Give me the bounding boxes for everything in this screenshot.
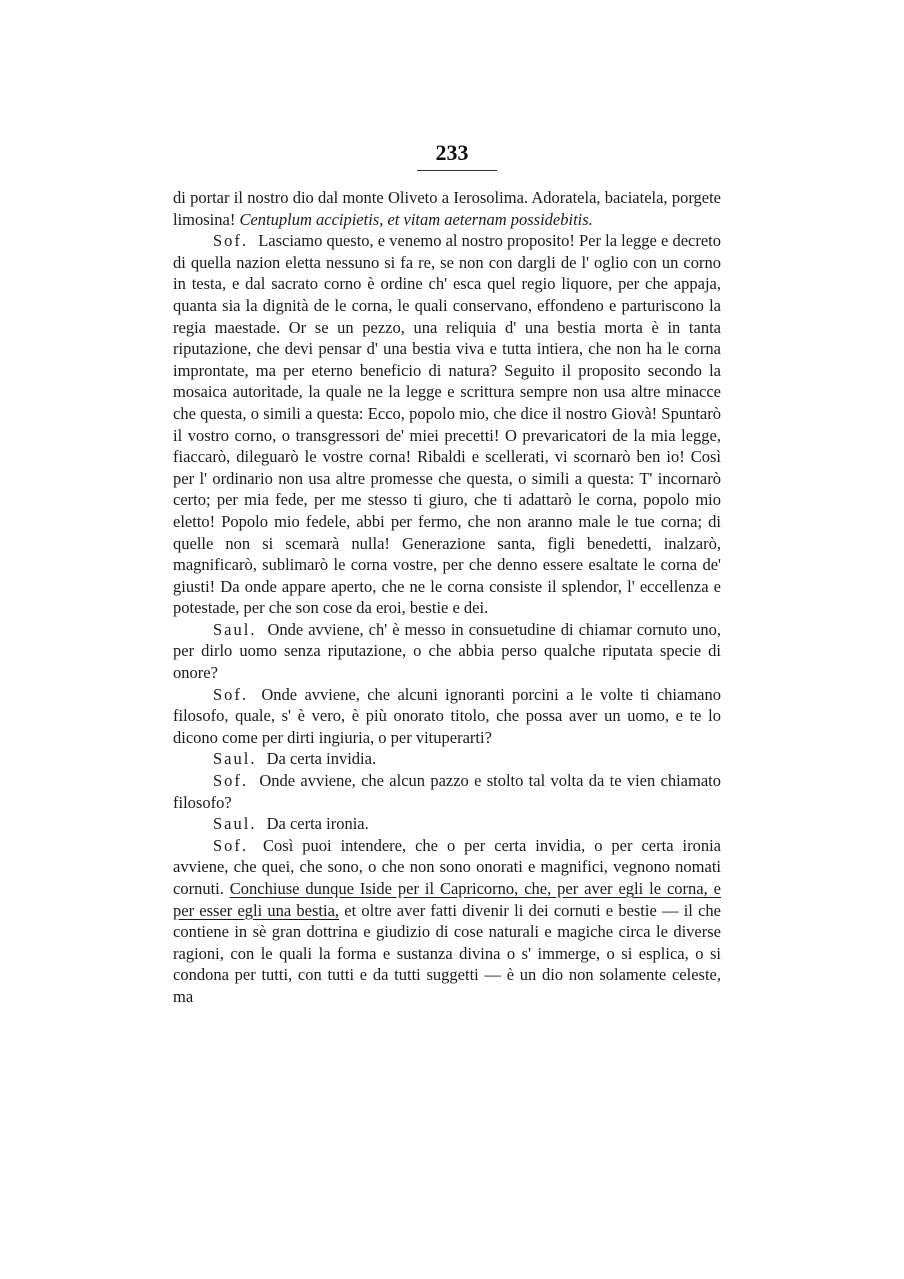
paragraph-2: [173, 230, 721, 619]
paragraph-text: Onde avviene, che alcuni ignoranti porcini a le volte ti chiamano filosofo, quale, s' è vero, è più onorato titolo, che possa aver un uomo, e te lo dicono come per dirti ingiuria, o per vituperarti?: [173, 684, 721, 747]
paragraph-text: Onde avviene, ch' è messo in consuetudine di chiamar cornuto uno, per dirlo uomo senza riputazione, o che abbia perso qualche riputata specie di onore?: [173, 619, 721, 683]
speaker-label: Saul.: [213, 749, 257, 769]
paragraph-3: [173, 619, 721, 684]
paragraph-text: Onde avviene, che alcun pazzo e stolto tal volta da te vien chiamato filosofo?: [173, 771, 721, 812]
paragraph-5: [173, 748, 721, 770]
page-number: 233: [435, 140, 469, 165]
paragraph-text: Da certa ironia.: [266, 814, 369, 834]
paragraph-7: [173, 813, 721, 835]
paragraph-text: Da certa invidia.: [266, 749, 377, 769]
speaker-label: Saul.: [213, 814, 257, 834]
speaker-label: Sof.: [213, 684, 249, 704]
speaker-label: Sof.: [213, 771, 249, 791]
paragraph-8: [173, 835, 721, 1008]
paragraph-text: Così puoi intendere, che o per certa invidia, o per certa ironia avviene, che quei, che sono, o che non sono onorati e magnifici, vegnono nomati cornuti.: [173, 835, 721, 898]
paragraph-text: Lasciamo questo, e venemo al nostro proposito! Per la legge e decreto di quella nazion eletta nessuno si fa re, se non con dargli de l' oglio con un corno in testa, e dal sacrato corno è ordine ch' esca quel regio liquore, per che appaja, quanta sia la dignità de le corna, le quali conservano, effondeno e parturiscono la regia maestade. Or se un pezzo, una reliquia d' una bestia morta è in tanta riputazione, che devi pensar d' una bestia viva e tutta intiera, che non ha le corna improntate, ma per eterno beneficio di natura? Seguito il proposito secondo la mosaica autoritade, la quale ne la legge e scrittura sempre non usa altre minacce che questa, o simili a questa: Ecco, popolo mio, che dice il nostro Giovà! Spuntarò il vostro corno, o transgressori de' miei precetti! O prevaricatori de la mia legge, fiaccarò, dileguarò le vostre corna! Ribaldi e scellerati, vi scornarò ben io! Così per l' ordinario non usa altre promesse che questa, o simili a questa: T' incornarò certo; per mia fede, per me stesso ti giuro, che ti adattarò le corna, popolo mio eletto! Popolo mio fedele, abbi per fermo, che non aranno male le tue corna; di quelle non si scemarà nulla! Generazione santa, figli benedetti, inalzarò, magnificarò, sublimarò le corna vostre, per che denno essere esaltate le corna de' giusti! Da onde appare aperto, che ne le corna consiste il splendor, l' eccellenza e potestade, per che son cose da eroi, bestie e dei.: [173, 231, 722, 618]
latin-quote: Centuplum accipietis, et vitam aeternam possidebitis.: [239, 209, 593, 229]
speaker-label: Sof.: [213, 231, 249, 251]
speaker-label: Saul.: [213, 619, 257, 639]
paragraph-4: [173, 684, 721, 749]
paragraph-text: et oltre aver fatti divenir li dei cornuti e bestie — il che contiene in sè gran dottrina e giudizio di cose naturali e magiche circa le diverse ragioni, con le quali la forma e sustanza divina o s' immerge, o si esplica, o si condona per tutti, con tutti e da tutti suggetti — è un dio non solamente celeste, ma: [173, 900, 721, 1006]
header-rule: [417, 170, 497, 171]
underlined-passage: Conchiuse dunque Iside per il Capricorno, che, per aver egli le corna, e per esser egli una bestia,: [173, 879, 721, 920]
speaker-label: Sof.: [213, 835, 249, 855]
body-text: [173, 187, 721, 1008]
paragraph-6: [173, 770, 721, 813]
paragraph-text: di portar il nostro dio dal monte Oliveto a Ierosolima. Adoratela, baciatela, porgete limosina!: [173, 188, 721, 229]
paragraph-1: [173, 187, 721, 230]
